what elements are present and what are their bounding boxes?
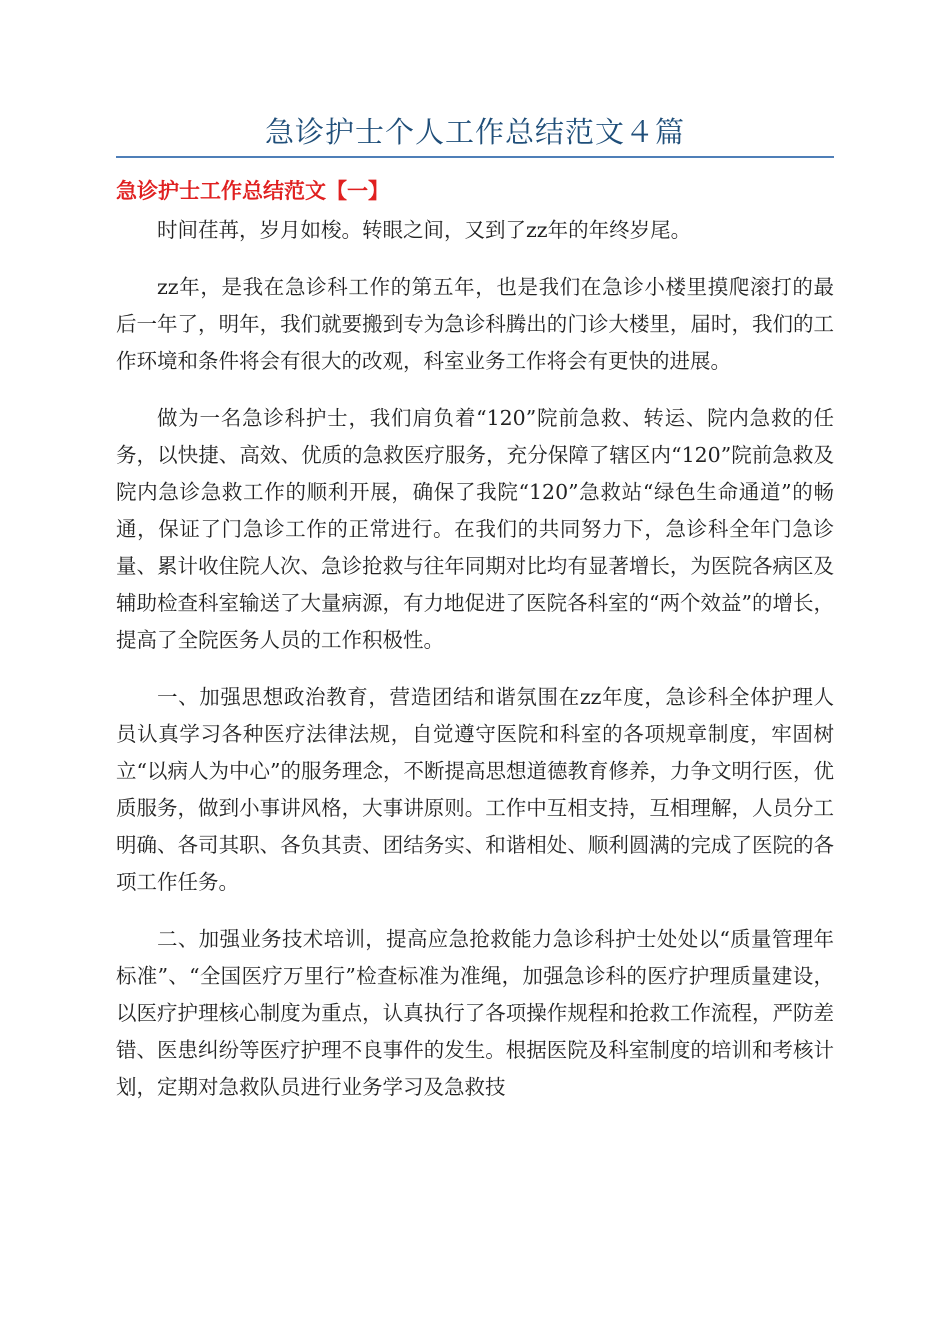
section-heading: 急诊护士工作总结范文【一】	[116, 179, 389, 203]
paragraph-2: zz年，是我在急诊科工作的第五年，也是我们在急诊小楼里摸爬滚打的最后一年了，明年，我们就要搬到专为急诊科腾出的门诊大楼里，届时，我们的工作环境和条件将会有很大的改观，科室业务工作将会有更快的进展。	[116, 275, 834, 373]
document-title: 急诊护士个人工作总结范文４篇	[264, 115, 685, 149]
paragraph-1: 时间荏苒，岁月如梭。转眼之间，又到了zz年的年终岁尾。	[157, 218, 692, 242]
paragraph-4: 一、加强思想政治教育，营造团结和谐氛围在zz年度，急诊科全体护理人员认真学习各种医疗法律法规，自觉遵守医院和科室的各项规章制度，牢固树立“以病人为中心”的服务理念，不断提高思想道德教育修养，力争文明行医，优质服务，做到小事讲风格，大事讲原则。工作中互相支持，互相理解，人员分工明确、各司其职、各负其责、团结务实、和谐相处、顺利圆满的完成了医院的各项工作任务。	[116, 685, 834, 894]
document-page	[116, 0, 834, 1126]
title-divider	[116, 156, 834, 158]
paragraph-3: 做为一名急诊科护士，我们肩负着“120”院前急救、转运、院内急救的任务，以快捷、高效、优质的急救医疗服务，充分保障了辖区内“120”院前急救及院内急诊急救工作的顺利开展，确保了我院“120”急救站“绿色生命通道”的畅通，保证了门急诊工作的正常进行。在我们的共同努力下，急诊科全年门急诊量、累计收住院人次、急诊抢救与往年同期对比均有显著增长，为医院各病区及辅助检查科室输送了大量病源，有力地促进了医院各科室的“两个效益”的增长，提高了全院医务人员的工作积极性。	[116, 406, 834, 652]
paragraph-5: 二、加强业务技术培训，提高应急抢救能力急诊科护士处处以“质量管理年标准”、“全国医疗万里行”检查标准为准绳，加强急诊科的医疗护理质量建设，以医疗护理核心制度为重点，认真执行了各项操作规程和抢救工作流程，严防差错、医患纠纷等医疗护理不良事件的发生。根据医院及科室制度的培训和考核计划，定期对急救队员进行业务学习及急救技	[116, 927, 834, 1099]
